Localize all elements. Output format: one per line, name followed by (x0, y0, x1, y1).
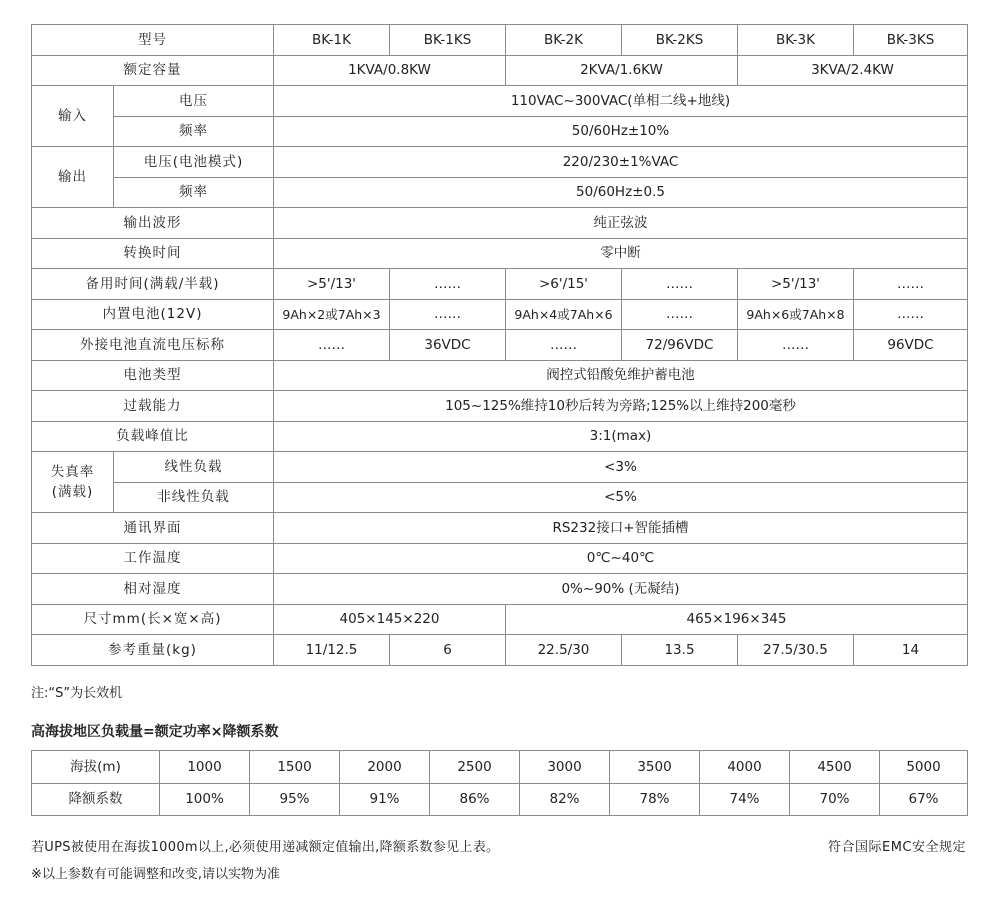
row-derating (32, 783, 968, 816)
backup-cell: >5'/13' (274, 269, 390, 300)
row-temperature (32, 543, 968, 574)
backup-cell: …… (622, 269, 738, 300)
crest-value: 3:1(max) (274, 421, 968, 452)
row-waveform (32, 208, 968, 239)
model-cell: BK-2K (506, 25, 622, 56)
derating-cell: 70% (790, 783, 880, 816)
output-label: 输出 (32, 147, 114, 208)
nonlinear-load-value: <5% (274, 482, 968, 513)
external-dc-cell: …… (738, 330, 854, 361)
row-output-voltage (32, 147, 968, 178)
row-output-frequency (32, 177, 968, 208)
emc-compliance-note: 符合国际EMC安全规定 (827, 840, 966, 855)
weight-cell: 11/12.5 (274, 635, 390, 666)
distortion-label (32, 452, 114, 513)
backup-cell: >6'/15' (506, 269, 622, 300)
crest-label: 负载峰值比 (32, 421, 274, 452)
row-external-dc (32, 330, 968, 361)
altitude-footnote: 若UPS被使用在海拔1000m以上,必须使用递减额定值输出,降额系数参见上表。 (31, 840, 500, 855)
row-distortion-linear (32, 452, 968, 483)
external-dc-cell: 72/96VDC (622, 330, 738, 361)
backup-cell: …… (854, 269, 968, 300)
comm-label: 通讯界面 (32, 513, 274, 544)
row-comm (32, 513, 968, 544)
altitude-cell: 4000 (700, 751, 790, 784)
transfer-label: 转换时间 (32, 238, 274, 269)
derating-cell: 95% (250, 783, 340, 816)
battery-type-value: 阀控式铅酸免维护蓄电池 (274, 360, 968, 391)
model-cell: BK-3K (738, 25, 854, 56)
row-size (32, 604, 968, 635)
humidity-label: 相对湿度 (32, 574, 274, 605)
input-voltage-label: 电压 (114, 86, 274, 117)
row-distortion-nonlinear (32, 482, 968, 513)
output-voltage-value: 220/230±1%VAC (274, 147, 968, 178)
weight-cell: 6 (390, 635, 506, 666)
model-cell: BK-3KS (854, 25, 968, 56)
linear-load-label: 线性负载 (114, 452, 274, 483)
battery-cell: …… (390, 299, 506, 330)
capacity-label: 额定容量 (32, 55, 274, 86)
row-input-frequency (32, 116, 968, 147)
altitude-cell: 2000 (340, 751, 430, 784)
row-battery-type (32, 360, 968, 391)
input-frequency-value: 50/60Hz±10% (274, 116, 968, 147)
altitude-derating-table (31, 750, 968, 816)
size-cell: 465×196×345 (506, 604, 968, 635)
battery-cell: 9Ah×6或7Ah×8 (738, 299, 854, 330)
derating-cell: 78% (610, 783, 700, 816)
row-altitude (32, 751, 968, 784)
altitude-cell: 3000 (520, 751, 610, 784)
model-cell: BK-2KS (622, 25, 738, 56)
overload-label: 过载能力 (32, 391, 274, 422)
external-dc-cell: 36VDC (390, 330, 506, 361)
derating-cell: 86% (430, 783, 520, 816)
altitude-cell: 5000 (880, 751, 968, 784)
output-frequency-value: 50/60Hz±0.5 (274, 177, 968, 208)
row-backup (32, 269, 968, 300)
waveform-label: 输出波形 (32, 208, 274, 239)
weight-cell: 27.5/30.5 (738, 635, 854, 666)
model-cell: BK-1KS (390, 25, 506, 56)
backup-label: 备用时间(满载/半载) (32, 269, 274, 300)
derating-cell: 100% (160, 783, 250, 816)
row-input-voltage (32, 86, 968, 117)
nonlinear-load-label: 非线性负载 (114, 482, 274, 513)
battery-cell: …… (622, 299, 738, 330)
derating-cell: 91% (340, 783, 430, 816)
capacity-cell: 1KVA/0.8KW (274, 55, 506, 86)
weight-cell: 13.5 (622, 635, 738, 666)
altitude-cell: 3500 (610, 751, 700, 784)
row-model (32, 25, 968, 56)
weight-cell: 22.5/30 (506, 635, 622, 666)
altitude-label: 海拔(m) (32, 751, 160, 784)
derating-label: 降额系数 (32, 783, 160, 816)
capacity-cell: 3KVA/2.4KW (738, 55, 968, 86)
external-dc-cell: 96VDC (854, 330, 968, 361)
distortion-label-line2: (满载) (51, 484, 94, 500)
model-cell: BK-1K (274, 25, 390, 56)
derating-cell: 74% (700, 783, 790, 816)
size-cell: 405×145×220 (274, 604, 506, 635)
external-dc-label: 外接电池直流电压标称 (32, 330, 274, 361)
external-dc-cell: …… (506, 330, 622, 361)
altitude-cell: 1000 (160, 751, 250, 784)
altitude-section-title: 高海拔地区负载量=额定功率×降额系数 (31, 724, 279, 740)
overload-value: 105~125%维持10秒后转为旁路;125%以上维持200毫秒 (274, 391, 968, 422)
row-capacity (32, 55, 968, 86)
row-battery (32, 299, 968, 330)
model-label: 型号 (32, 25, 274, 56)
distortion-label-line1: 失真率 (50, 463, 95, 480)
battery-cell: …… (854, 299, 968, 330)
battery-label: 内置电池(12V) (32, 299, 274, 330)
humidity-value: 0%~90% (无凝结) (274, 574, 968, 605)
input-frequency-label: 频率 (114, 116, 274, 147)
altitude-cell: 1500 (250, 751, 340, 784)
comm-value: RS232接口+智能插槽 (274, 513, 968, 544)
backup-cell: >5'/13' (738, 269, 854, 300)
input-voltage-value: 110VAC~300VAC(单相二线+地线) (274, 86, 968, 117)
row-weight (32, 635, 968, 666)
output-voltage-label: 电压(电池模式) (114, 147, 274, 178)
temperature-value: 0℃~40℃ (274, 543, 968, 574)
long-backup-note: 注:“S”为长效机 (31, 686, 123, 701)
backup-cell: …… (390, 269, 506, 300)
row-humidity (32, 574, 968, 605)
derating-cell: 67% (880, 783, 968, 816)
row-transfer (32, 238, 968, 269)
linear-load-value: <3% (274, 452, 968, 483)
temperature-label: 工作温度 (32, 543, 274, 574)
row-crest (32, 421, 968, 452)
altitude-cell: 4500 (790, 751, 880, 784)
weight-cell: 14 (854, 635, 968, 666)
transfer-value: 零中断 (274, 238, 968, 269)
size-label: 尺寸mm(长×宽×高) (32, 604, 274, 635)
battery-type-label: 电池类型 (32, 360, 274, 391)
waveform-value: 纯正弦波 (274, 208, 968, 239)
input-label: 输入 (32, 86, 114, 147)
capacity-cell: 2KVA/1.6KW (506, 55, 738, 86)
output-frequency-label: 频率 (114, 177, 274, 208)
battery-cell: 9Ah×2或7Ah×3 (274, 299, 390, 330)
derating-cell: 82% (520, 783, 610, 816)
external-dc-cell: …… (274, 330, 390, 361)
row-overload (32, 391, 968, 422)
disclaimer-note: ※以上参数有可能调整和改变,请以实物为准 (31, 867, 281, 882)
weight-label: 参考重量(kg) (32, 635, 274, 666)
battery-cell: 9Ah×4或7Ah×6 (506, 299, 622, 330)
spec-table (31, 24, 968, 666)
altitude-cell: 2500 (430, 751, 520, 784)
